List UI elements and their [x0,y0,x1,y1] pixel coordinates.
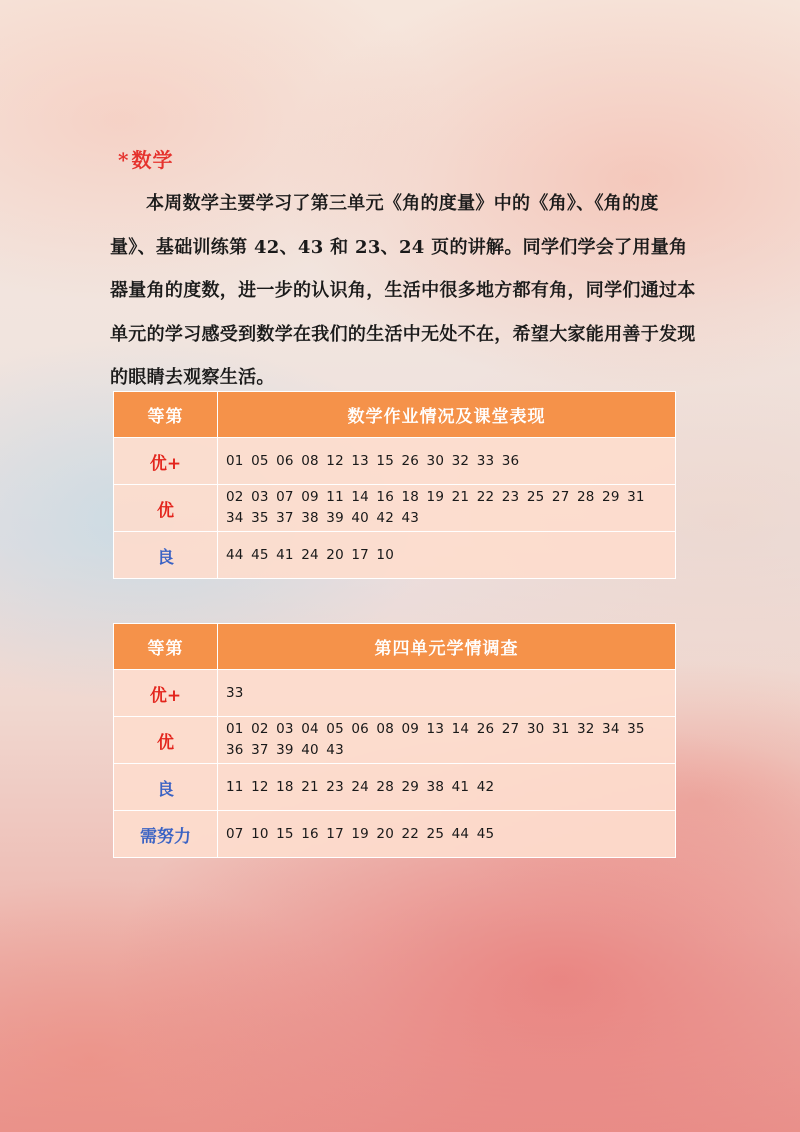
table-row [114,811,676,858]
star-icon: * [118,148,130,172]
student-numbers: 01 05 06 08 12 13 15 26 30 32 33 36 [218,438,676,485]
table-header-row [114,624,676,670]
grade-label: 优 [114,717,218,764]
table-row [114,438,676,485]
table-row [114,532,676,579]
grade-label: 需努力 [114,811,218,858]
table-row [114,485,676,532]
student-numbers: 44 45 41 24 20 17 10 [218,532,676,579]
header-unit-survey: 第四单元学情调查 [218,624,676,670]
grade-label: 良 [114,764,218,811]
summary-paragraph: 本周数学主要学习了第三单元《角的度量》中的《角》、《角的度量》、基础训练第 42、43 和 23、24 页的讲解。同学们学会了用量角器量角的度数，进一步的认识角，生活中很多地方都有角，同学们通过本单元的学习感受到数学在我们的生活中无处不在，希望大家能用善于发现的眼睛去观察生活。 [110,193,696,388]
homework-performance-table [113,391,676,579]
table-row [114,717,676,764]
grade-label: 良 [114,532,218,579]
grade-label: 优+ [114,438,218,485]
grade-label: 优+ [114,670,218,717]
section-title-text: 数学 [131,148,174,172]
unit-four-survey-table [113,623,676,858]
table-row [114,670,676,717]
student-numbers: 07 10 15 16 17 19 20 22 25 44 45 [218,811,676,858]
section-heading-math [118,144,173,173]
student-numbers: 02 03 07 09 11 14 16 18 19 21 22 23 25 27 28 29 31 34 35 37 38 39 40 42 43 [218,485,676,532]
grade-label: 优 [114,485,218,532]
header-grade: 等第 [114,392,218,438]
student-numbers: 11 12 18 21 23 24 28 29 38 41 42 [218,764,676,811]
student-numbers: 01 02 03 04 05 06 08 09 13 14 26 27 30 31 32 34 35 36 37 39 40 43 [218,717,676,764]
header-homework-performance: 数学作业情况及课堂表现 [218,392,676,438]
table-row [114,764,676,811]
student-numbers: 33 [218,670,676,717]
table-header-row [114,392,676,438]
header-grade: 等第 [114,624,218,670]
